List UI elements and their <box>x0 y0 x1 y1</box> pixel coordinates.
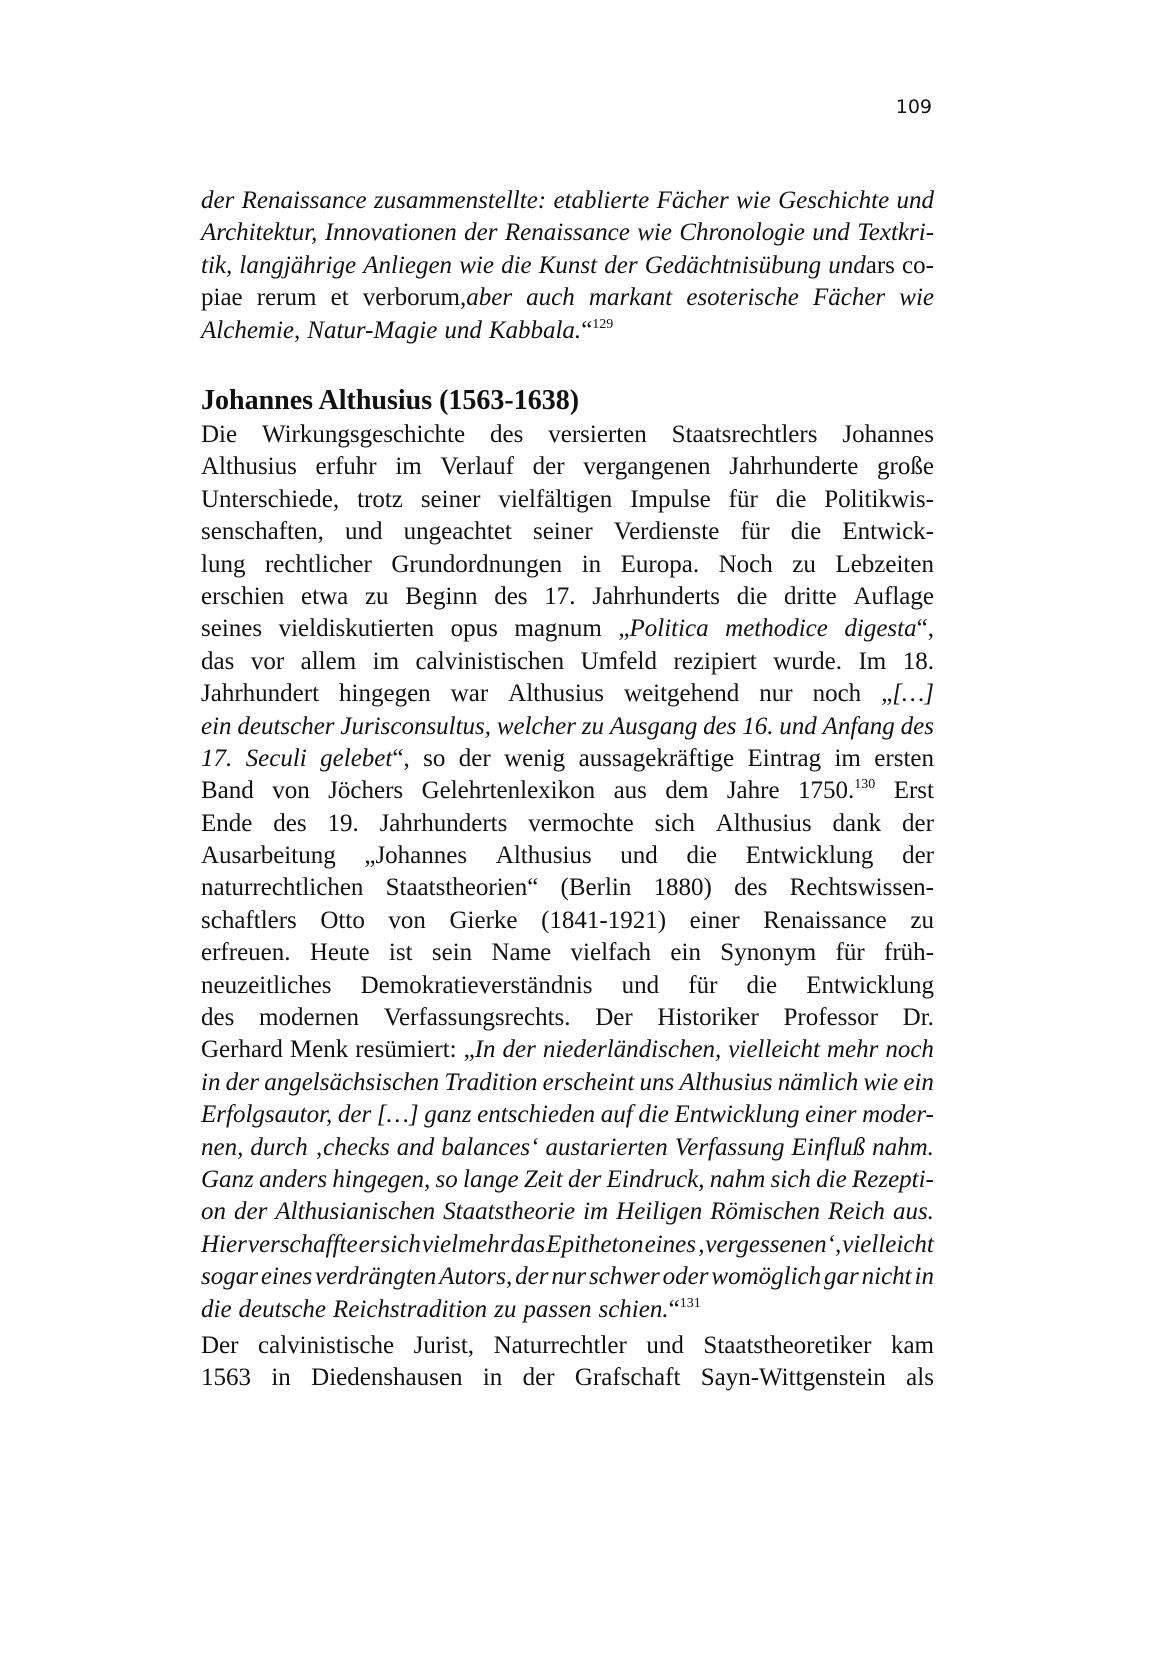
footnote-marker: 131 <box>679 1295 701 1311</box>
text-line: des modernen Verfassungsrechts. Der Historiker Professor Dr. <box>201 1004 934 1032</box>
text-line: naturrechtlichen Staatstheorien“ (Berlin 1880) des Rechtswissen- <box>201 874 934 902</box>
text-line: schaftlers Otto von Gierke (1841-1921) einer Renaissance zu <box>201 906 934 934</box>
text-line: 17. Seculi gelebet“, so der wenig aussagekräftige Eintrag im ersten <box>201 744 934 772</box>
paragraph-althusius-reception <box>201 419 934 1326</box>
page-number: 109 <box>895 96 932 118</box>
text-line: Die Wirkungsgeschichte des versierten Staatsrechtlers Johannes <box>201 421 934 448</box>
text-line: Alchemie, Natur-Magie und Kabbala.“$^{129}$ <box>201 316 614 344</box>
text-line: tik, langjährige Anliegen wie die Kunst der Gedächtnisübung undars co- <box>201 251 934 279</box>
text-line: Jahrhundert hingegen war Althusius weitgehend nur noch „[…] <box>201 680 934 708</box>
text-line: das vor allem im calvinistischen Umfeld rezipiert wurde. Im 18. <box>201 647 934 675</box>
text-line: Erfolgsautor, der […] ganz entschieden auf die Entwicklung einer moder- <box>201 1101 934 1129</box>
text-line: Althusius erfuhr im Verlauf der vergangenen Jahrhunderte große <box>201 453 934 481</box>
text-line: der Renaissance zusammenstellte: etablierte Fächer wie Geschichte und <box>201 187 934 214</box>
text-line: seines vieldiskutierten opus magnum „Politica methodice digesta“, <box>201 615 934 643</box>
footnote-marker: 129 <box>592 316 614 332</box>
text-line: senschaften, und ungeachtet seiner Verdienste für die Entwick- <box>201 518 934 546</box>
text-line: Gerhard Menk resümiert: „In der niederländischen, vielleicht mehr noch <box>201 1036 934 1064</box>
text-line: lung rechtlicher Grundordnungen in Europa. Noch zu Lebzeiten <box>201 550 934 578</box>
text-line: erschien etwa zu Beginn des 17. Jahrhunderts die dritte Auflage <box>201 582 934 610</box>
text-line: neuzeitliches Demokratieverständnis und für die Entwicklung <box>201 971 934 999</box>
text-line: erfreuen. Heute ist sein Name vielfach ein Synonym für früh- <box>201 939 934 967</box>
text-line: Ausarbeitung „Johannes Althusius und die Entwicklung der <box>201 842 934 870</box>
text-line: Band von Jöchers Gelehrtenlexikon aus dem Jahre 1750.$^{130}$ Erst <box>201 777 934 805</box>
text-line: on der Althusianischen Staatstheorie im Heiligen Römischen Reich aus. <box>201 1198 934 1226</box>
text-line: die deutsche Reichstradition zu passen schien.“$^{131}$ <box>201 1295 701 1323</box>
section-heading: Johannes Althusius (1563-1638) <box>201 385 580 416</box>
text-line: ein deutscher Jurisconsultus, welcher zu Ausgang des 16. und Anfang des <box>201 712 934 740</box>
text-line: Unterschiede, trotz seiner vielfältigen Impulse für die Politikwis- <box>201 485 934 513</box>
text-line: nen, durch ‚checks and balances‘ austarierten Verfassung Einfluß nahm. <box>201 1133 934 1161</box>
quote-continuation <box>201 185 934 347</box>
paragraph-althusius-biography <box>201 1330 934 1395</box>
footnote-marker: 130 <box>854 777 876 793</box>
text-line: Der calvinistische Jurist, Naturrechtler und Staatstheoretiker kam <box>201 1332 934 1359</box>
text-line: sogar eines verdrängten Autors, der nur schwer oder womöglich gar nicht in <box>201 1263 934 1291</box>
text-line: Architektur, Innovationen der Renaissance wie Chronologie und Textkri- <box>201 219 934 247</box>
text-line: Hier verschaffte er sich vielmehr das Epitheton eines ‚vergessenen‘, vielleicht <box>201 1230 934 1258</box>
text-line: piae rerum et verborum,aber auch markant esoterische Fächer wie <box>201 284 934 312</box>
text-line: 1563 in Diedenshausen in der Grafschaft Sayn-Wittgenstein als <box>201 1364 934 1392</box>
text-line: in der angelsächsischen Tradition erscheint uns Althusius nämlich wie ein <box>201 1068 934 1096</box>
text-line: Ganz anders hingegen, so lange Zeit der Eindruck, nahm sich die Rezepti- <box>201 1165 934 1193</box>
text-line: Ende des 19. Jahrhunderts vermochte sich Althusius dank der <box>201 809 934 837</box>
